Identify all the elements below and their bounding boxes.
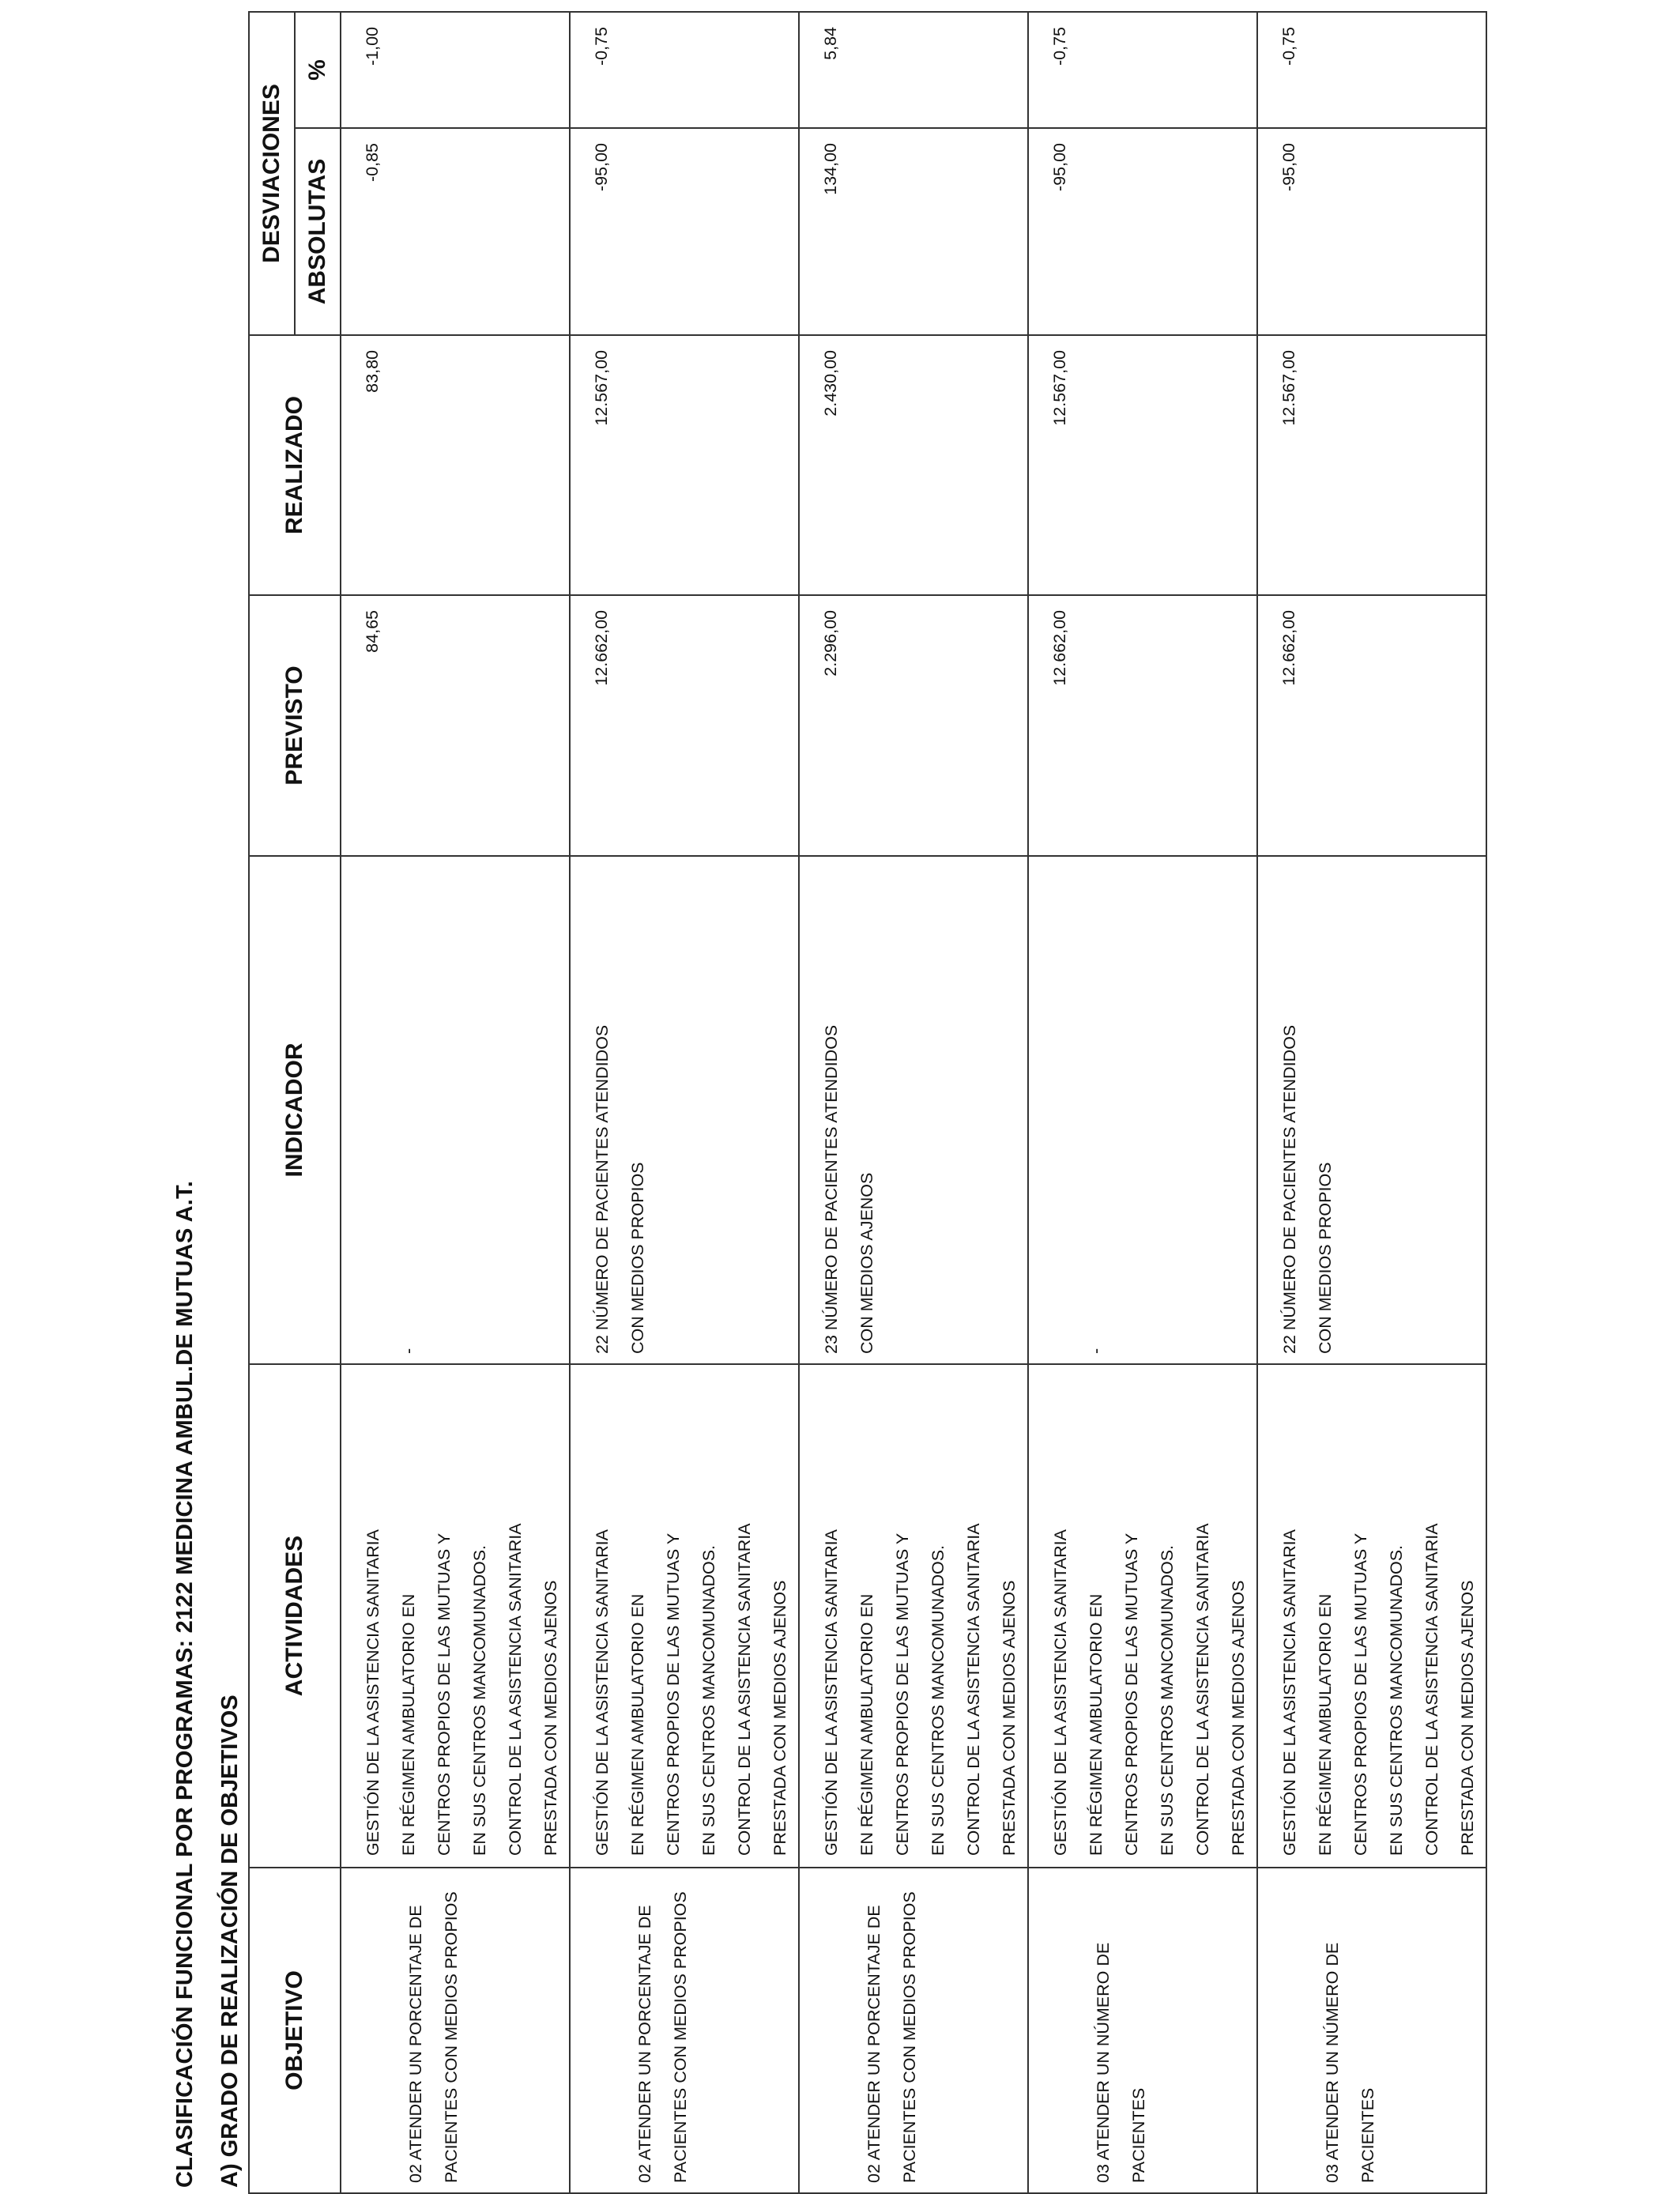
report-subtitle: A) GRADO DE REALIZACIÓN DE OBJETIVOS <box>217 1695 243 2188</box>
absolutas-value: 134,00 <box>821 143 840 195</box>
table-row <box>799 12 1028 2193</box>
actividades-cell <box>1028 1364 1257 1868</box>
objetivo-cell <box>799 1868 1028 2193</box>
absolutas-cell <box>799 128 1028 335</box>
absolutas-cell <box>341 128 570 335</box>
indicador-line: CON MEDIOS PROPIOS <box>628 1162 647 1354</box>
actividad-line: CONTROL DE LA ASISTENCIA SANITARIA <box>964 1523 983 1856</box>
actividades-cell <box>799 1364 1028 1868</box>
actividad-line: EN SUS CENTROS MANCOMUNADOS. <box>1158 1544 1177 1856</box>
previsto-value: 12.662,00 <box>1050 610 1069 686</box>
objetivo-cell <box>1257 1868 1486 2193</box>
actividad-line: CENTROS PROPIOS DE LAS MUTUAS Y <box>1122 1532 1141 1856</box>
actividades-cell <box>1257 1364 1486 1868</box>
actividad-line: PRESTADA CON MEDIOS AJENOS <box>1458 1580 1477 1856</box>
absolutas-cell <box>1257 128 1486 335</box>
actividad-line: EN RÉGIMEN AMBULATORIO EN <box>628 1593 647 1856</box>
table-row <box>1257 12 1486 2193</box>
actividad-line: PRESTADA CON MEDIOS AJENOS <box>770 1580 789 1856</box>
realizado-cell <box>341 335 570 595</box>
porcentaje-value: -0,75 <box>592 27 611 66</box>
header-realizado: REALIZADO <box>249 335 341 595</box>
actividad-line: CONTROL DE LA ASISTENCIA SANITARIA <box>506 1523 525 1856</box>
realizado-value: 83,80 <box>363 350 382 393</box>
indicador-line: - <box>1087 1348 1106 1354</box>
absolutas-cell <box>570 128 799 335</box>
realizado-cell <box>1028 335 1257 595</box>
previsto-value: 12.662,00 <box>1279 610 1298 686</box>
table-row <box>1028 12 1257 2193</box>
actividad-line: CENTROS PROPIOS DE LAS MUTUAS Y <box>893 1532 912 1856</box>
indicador-cell <box>799 856 1028 1364</box>
actividad-line: EN RÉGIMEN AMBULATORIO EN <box>857 1593 876 1856</box>
actividad-line: CENTROS PROPIOS DE LAS MUTUAS Y <box>664 1532 683 1856</box>
header-objetivo: OBJETIVO <box>249 1868 341 2193</box>
previsto-cell <box>799 595 1028 856</box>
actividad-line: PRESTADA CON MEDIOS AJENOS <box>541 1580 560 1856</box>
indicador-cell <box>341 856 570 1364</box>
indicador-line <box>356 866 391 1354</box>
previsto-cell <box>341 595 570 856</box>
indicador-cell <box>1257 856 1486 1364</box>
realizado-cell <box>1257 335 1486 595</box>
realizado-value: 12.567,00 <box>1050 350 1069 426</box>
indicador-line: CON MEDIOS PROPIOS <box>1316 1162 1335 1354</box>
actividad-line: GESTIÓN DE LA ASISTENCIA SANITARIA <box>1051 1529 1070 1856</box>
realizado-value: 12.567,00 <box>1279 350 1298 426</box>
objectives-table <box>248 11 1487 2194</box>
porcentaje-cell <box>570 12 799 128</box>
actividad-line: CONTROL DE LA ASISTENCIA SANITARIA <box>735 1523 754 1856</box>
absolutas-value: -95,00 <box>1050 143 1069 191</box>
porcentaje-value: 5,84 <box>821 27 840 60</box>
absolutas-value: -95,00 <box>1279 143 1298 191</box>
actividad-line: EN RÉGIMEN AMBULATORIO EN <box>1316 1593 1335 1856</box>
actividad-line: EN SUS CENTROS MANCOMUNADOS. <box>929 1544 947 1856</box>
previsto-value: 2.296,00 <box>821 610 840 677</box>
previsto-cell <box>1257 595 1486 856</box>
realizado-cell <box>570 335 799 595</box>
objetivo-text: 02 ATENDER UN PORCENTAJE DE PACIENTES CON MEDIOS PROPIOS <box>406 1891 461 2183</box>
header-indicador: INDICADOR <box>249 856 341 1364</box>
objetivo-text: 03 ATENDER UN NÚMERO DE PACIENTES <box>1094 1942 1148 2183</box>
actividad-line: GESTIÓN DE LA ASISTENCIA SANITARIA <box>1280 1529 1299 1856</box>
objetivo-cell <box>570 1868 799 2193</box>
header-desviaciones: DESVIACIONES <box>249 12 295 335</box>
porcentaje-value: -1,00 <box>363 27 382 66</box>
objetivo-text: 02 ATENDER UN PORCENTAJE DE PACIENTES CON MEDIOS PROPIOS <box>635 1891 690 2183</box>
actividad-line: CONTROL DE LA ASISTENCIA SANITARIA <box>1422 1523 1441 1856</box>
header-absolutas: ABSOLUTAS <box>295 128 341 335</box>
indicador-line: - <box>399 1348 418 1354</box>
absolutas-value: -0,85 <box>363 143 382 183</box>
indicador-line: 23 NÚMERO DE PACIENTES ATENDIDOS <box>822 1024 841 1354</box>
indicador-line: CON MEDIOS AJENOS <box>857 1172 876 1354</box>
actividad-line: EN SUS CENTROS MANCOMUNADOS. <box>699 1544 718 1856</box>
realizado-value: 12.567,00 <box>592 350 611 426</box>
indicador-line: 22 NÚMERO DE PACIENTES ATENDIDOS <box>1280 1024 1299 1354</box>
porcentaje-cell <box>1257 12 1486 128</box>
objetivo-cell <box>341 1868 570 2193</box>
indicador-cell <box>570 856 799 1364</box>
porcentaje-cell <box>1028 12 1257 128</box>
actividad-line: EN SUS CENTROS MANCOMUNADOS. <box>470 1544 489 1856</box>
actividad-line: CONTROL DE LA ASISTENCIA SANITARIA <box>1193 1523 1212 1856</box>
actividad-line: GESTIÓN DE LA ASISTENCIA SANITARIA <box>822 1529 841 1856</box>
previsto-value: 84,65 <box>363 610 382 653</box>
previsto-cell <box>570 595 799 856</box>
objetivo-cell <box>1028 1868 1257 2193</box>
actividad-line: EN RÉGIMEN AMBULATORIO EN <box>399 1593 418 1856</box>
indicador-cell <box>1028 856 1257 1364</box>
absolutas-cell <box>1028 128 1257 335</box>
actividad-line: PRESTADA CON MEDIOS AJENOS <box>1000 1580 1019 1856</box>
header-previsto: PREVISTO <box>249 595 341 856</box>
porcentaje-value: -0,75 <box>1050 27 1069 66</box>
report-title: CLASIFICACIÓN FUNCIONAL POR PROGRAMAS: 2122 MEDICINA AMBUL.DE MUTUAS A.T. <box>172 1181 198 2188</box>
objetivo-text: 02 ATENDER UN PORCENTAJE DE PACIENTES CON MEDIOS PROPIOS <box>864 1891 919 2183</box>
actividad-line: GESTIÓN DE LA ASISTENCIA SANITARIA <box>593 1529 612 1856</box>
actividades-cell <box>570 1364 799 1868</box>
actividad-line: GESTIÓN DE LA ASISTENCIA SANITARIA <box>363 1529 382 1856</box>
actividad-line: CENTROS PROPIOS DE LAS MUTUAS Y <box>435 1532 454 1856</box>
porcentaje-cell <box>799 12 1028 128</box>
header-porcentaje: % <box>295 12 341 128</box>
actividad-line: EN SUS CENTROS MANCOMUNADOS. <box>1387 1544 1406 1856</box>
porcentaje-cell <box>341 12 570 128</box>
actividad-line: EN RÉGIMEN AMBULATORIO EN <box>1087 1593 1106 1856</box>
absolutas-value: -95,00 <box>592 143 611 191</box>
indicador-line <box>1043 866 1079 1354</box>
realizado-value: 2.430,00 <box>821 350 840 417</box>
previsto-cell <box>1028 595 1257 856</box>
table-row <box>341 12 570 2193</box>
actividad-line: PRESTADA CON MEDIOS AJENOS <box>1229 1580 1248 1856</box>
previsto-value: 12.662,00 <box>592 610 611 686</box>
header-actividades: ACTIVIDADES <box>249 1364 341 1868</box>
actividades-cell <box>341 1364 570 1868</box>
indicador-line: 22 NÚMERO DE PACIENTES ATENDIDOS <box>593 1024 612 1354</box>
porcentaje-value: -0,75 <box>1279 27 1298 66</box>
realizado-cell <box>799 335 1028 595</box>
table-row <box>570 12 799 2193</box>
table-body <box>341 12 1486 2193</box>
objetivo-text: 03 ATENDER UN NÚMERO DE PACIENTES <box>1323 1942 1377 2183</box>
actividad-line: CENTROS PROPIOS DE LAS MUTUAS Y <box>1351 1532 1370 1856</box>
